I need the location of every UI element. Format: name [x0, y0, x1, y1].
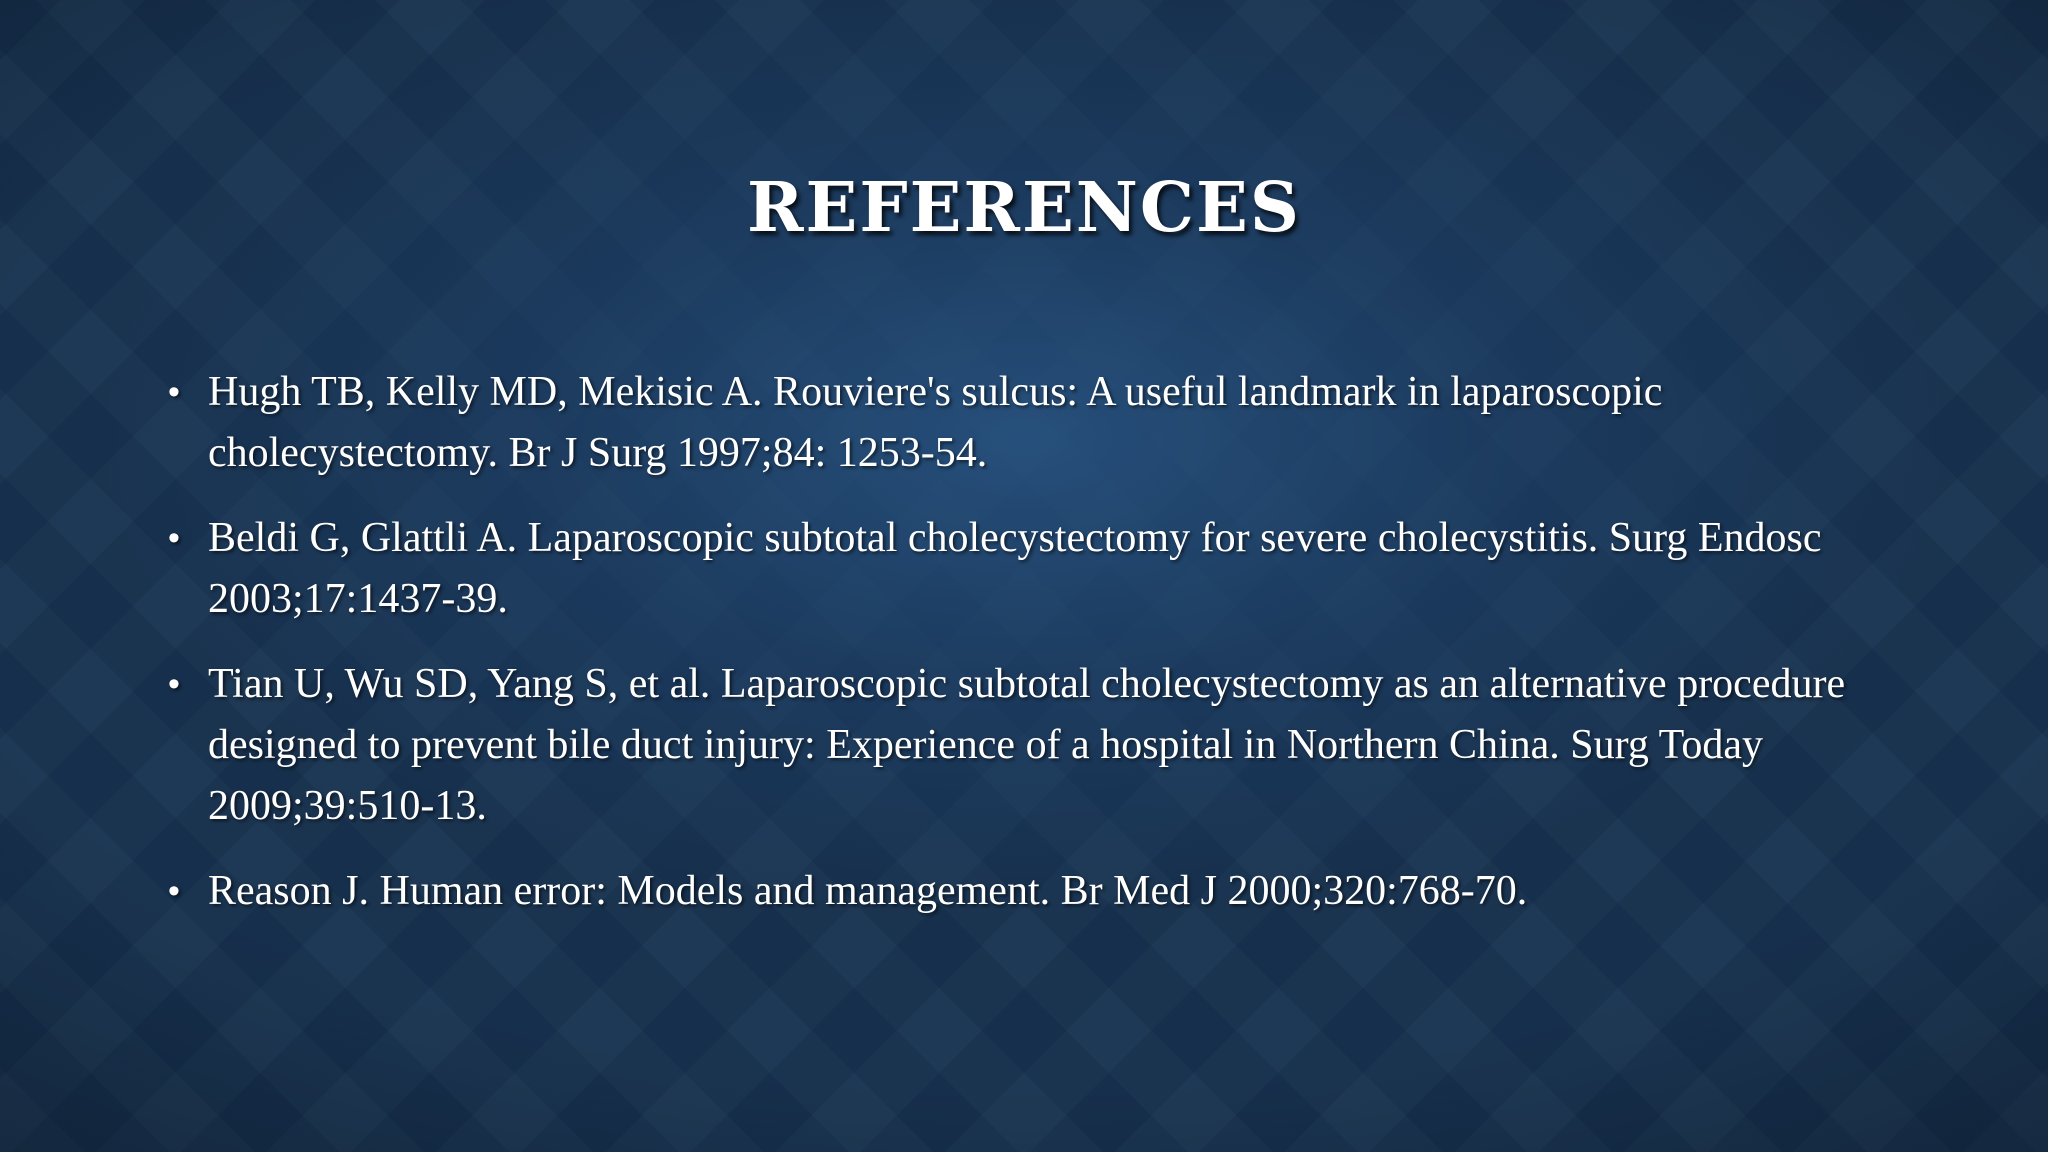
slide-title: REFERENCES — [746, 168, 1301, 248]
reference-item — [168, 362, 1908, 484]
reference-text: Reason J. Human error: Models and management. Br Med J 2000;320:768-70. — [208, 868, 1528, 914]
bullet-icon: • — [168, 373, 180, 411]
reference-item — [168, 861, 1908, 922]
reference-text: Tian U, Wu SD, Yang S, et al. Laparoscopic subtotal cholecystectomy as an alternative procedure designed to prevent bile duct injury: Experience of a hospital in Northern China. Surg Today 2009;39:510-13. — [208, 661, 1846, 829]
reference-text: Beldi G, Glattli A. Laparoscopic subtotal cholecystectomy for severe cholecystitis. Surg Endosc 2003;17:1437-39. — [208, 515, 1822, 622]
bullet-icon: • — [168, 665, 180, 703]
reference-item — [168, 654, 1908, 837]
bullet-icon: • — [168, 519, 180, 557]
bullet-icon: • — [168, 872, 180, 910]
reference-list — [168, 362, 1908, 946]
reference-text: Hugh TB, Kelly MD, Mekisic A. Rouviere's sulcus: A useful landmark in laparoscopic cholecystectomy. Br J Surg 1997;84: 1253-54. — [208, 369, 1663, 476]
reference-item — [168, 508, 1908, 630]
